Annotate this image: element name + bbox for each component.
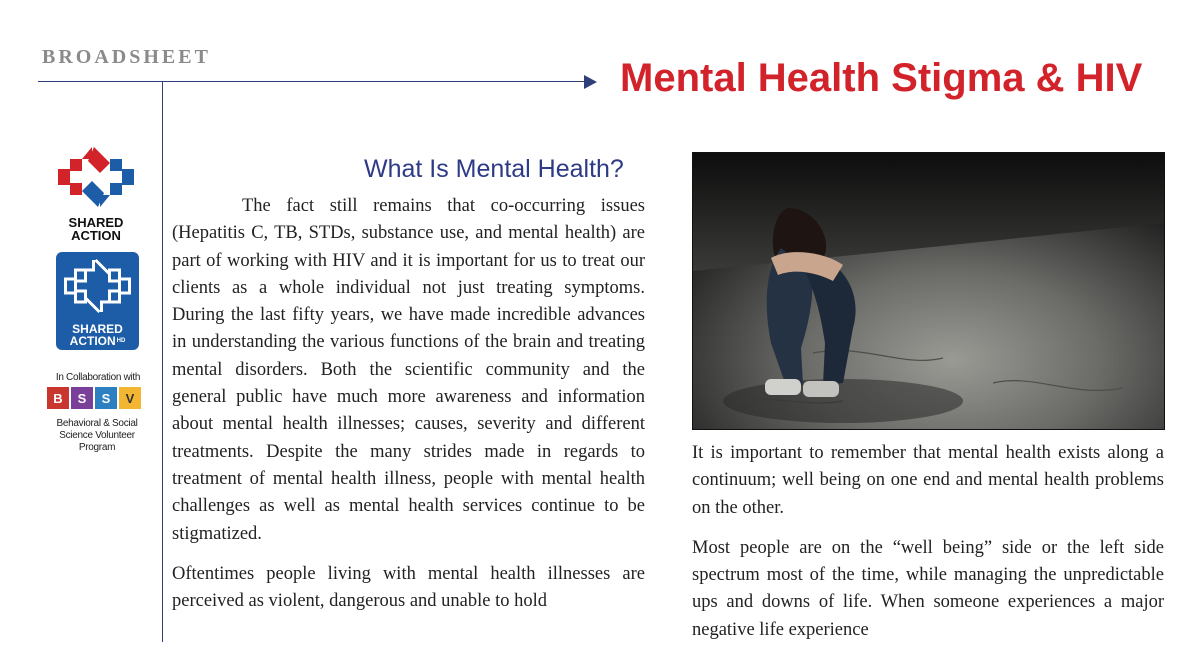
- paragraph: It is important to remember that mental health exists along a continuum; well being on one end and mental health problems on the other.: [692, 443, 1164, 518]
- logo2-line2-text: ACTION: [69, 334, 116, 348]
- header-rule: [38, 81, 586, 82]
- bssv-tile-s1: S: [71, 387, 93, 409]
- logo2-line1: SHARED: [72, 322, 123, 336]
- page-title: Mental Health Stigma & HIV: [620, 56, 1143, 100]
- bssv-caption: [44, 418, 150, 454]
- left-column: [172, 193, 645, 628]
- right-column: [692, 440, 1164, 657]
- logo2-line2: [56, 335, 139, 347]
- bssv-tile-v: V: [119, 387, 141, 409]
- sidebar-divider: [162, 82, 163, 642]
- article-photo: [692, 152, 1165, 430]
- section-heading: What Is Mental Health?: [364, 155, 624, 183]
- logo1-line1: SHARED: [68, 215, 124, 230]
- bssv-caption-line1: Behavioral & Social: [56, 418, 138, 429]
- bssv-tile-s2: S: [95, 387, 117, 409]
- bssv-tile-b: B: [47, 387, 69, 409]
- paragraph: Oftentimes people living with mental health illnesses are perceived as violent, dangerous and unable to hold: [172, 563, 645, 612]
- shared-action-logo: [54, 143, 138, 242]
- bssv-caption-line3: Program: [78, 442, 116, 453]
- paragraph: Most people are on the “well being” side or the left side spectrum most of the time, while managing the unpredictable ups and downs of life. When someone experiences a major negative life experience: [692, 537, 1164, 640]
- collaboration-label: In Collaboration with: [55, 372, 141, 383]
- shared-action-hd-logo: [56, 252, 139, 350]
- arrow-icon: [584, 75, 597, 89]
- logo1-line2: ACTION: [71, 228, 121, 243]
- paragraph: The fact still remains that co-occurring issues (Hepatitis C, TB, STDs, substance use, and mental health) are part of working with HIV and it is important for us to treat our clients as a whole individual not just treating symptoms. During the last fifty years, we have made incredible advances in understanding the various functions of the brain and treating mental disorders. Both the scientific community and the general public have much more awareness and information about mental health illnesses; causes, severity and different treatments. Despite the many strides made in regards to treatment of mental health illness, people with mental health challenges as well as mental health services continue to be stigmatized.: [172, 196, 645, 544]
- shared-action-emblem-icon: [54, 143, 138, 211]
- bssv-logo: [47, 387, 141, 409]
- sad-person-image: [693, 153, 1164, 429]
- logo2-suffix: HD: [116, 338, 126, 344]
- shared-action-hd-emblem-icon: [56, 252, 139, 318]
- kicker-label: BROADSHEET: [42, 46, 211, 68]
- bssv-caption-line2: Science Volunteer: [59, 430, 135, 441]
